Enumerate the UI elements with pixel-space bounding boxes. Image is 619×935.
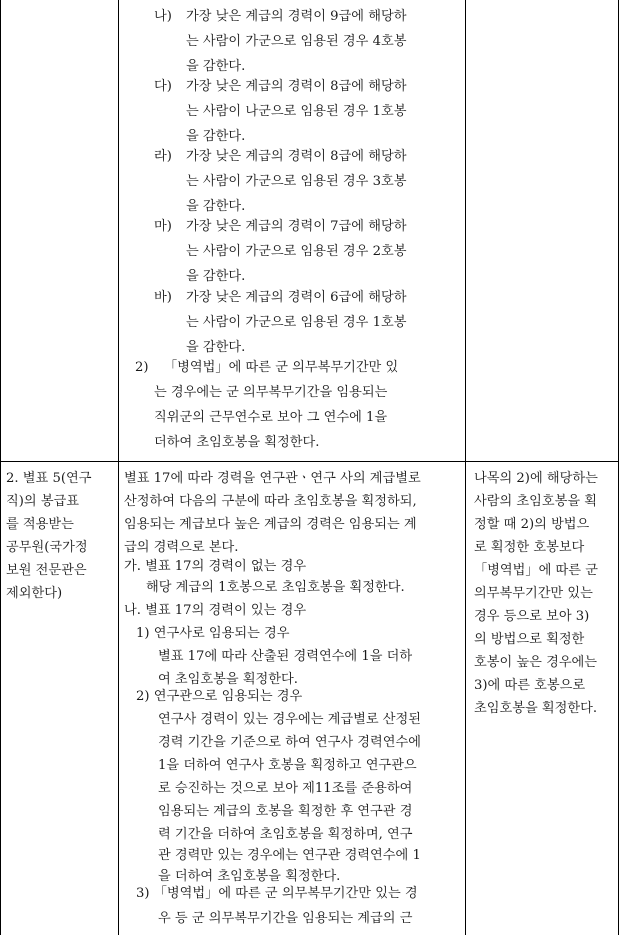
content-line: 1을 더하여 연구사 호봉을 획정하고 연구관으 (158, 758, 417, 773)
clause-na-heading: 나. 별표 17의 경력이 있는 경우 (124, 603, 307, 618)
item-line: 는 사람이 가군으로 임용된 경우 2호봉 (186, 244, 407, 259)
note-line: 로 획정한 호봉보다 (474, 540, 585, 555)
content-line: 을 더하여 초임호봉을 획정한다. (158, 869, 341, 884)
table-column-divider-1 (118, 0, 119, 935)
category-line: 를 적용받는 (6, 517, 74, 532)
item-marker: 바) (154, 290, 172, 305)
content-line: 연구사 경력이 있는 경우에는 계급별로 산정된 (158, 712, 422, 727)
item-marker: 다) (154, 79, 172, 94)
item-line: 을 감한다. (186, 59, 246, 74)
note-line: 정할 때 2)의 방법으 (474, 517, 590, 532)
content-line: 경력 기간을 기준으로 하여 연구사 경력연수에 (158, 735, 422, 750)
note-line: 나목의 2)에 해당하는 (474, 471, 598, 486)
note-line: 사람의 초임호봉을 획 (474, 494, 598, 509)
note-line: 경우 등으로 보아 3) (474, 609, 590, 624)
content-line: 별표 17에 따라 산출된 경력연수에 1을 더하 (158, 649, 413, 664)
item-line: 는 사람이 가군으로 임용된 경우 1호봉 (186, 315, 407, 330)
item-line: 가장 낮은 계급의 경력이 8급에 해당하 (186, 149, 407, 164)
item-line: 을 감한다. (186, 269, 246, 284)
content-line: 임용되는 계급의 호봉을 획정한 후 연구관 경 (158, 804, 413, 819)
content-line: 여 초임호봉을 획정한다. (158, 672, 298, 687)
note-line: 3)에 따른 호봉으로 (474, 678, 586, 693)
item-line: 는 사람이 가군으로 임용된 경우 3호봉 (186, 174, 407, 189)
item-line: 가장 낮은 계급의 경력이 9급에 해당하 (186, 9, 407, 24)
clause-ga-heading: 가. 별표 17의 경력이 없는 경우 (124, 559, 307, 574)
item-marker: 2) (135, 360, 149, 375)
item-line: 더하여 초임호봉을 획정한다. (154, 435, 320, 450)
item-marker: 라) (154, 149, 172, 164)
item-line: 을 감한다. (186, 199, 246, 214)
item-line: 직위군의 근무연수로 보아 그 연수에 1을 (154, 410, 388, 425)
note-line: 호봉이 높은 경우에는 (474, 655, 598, 670)
item-line: 는 경우에는 군 의무복무기간을 임용되는 (154, 385, 388, 400)
content-line: 3) 「병역법」에 따른 군 의무복무기간만 있는 경 (136, 886, 418, 901)
category-line: 2. 별표 5(연구 (6, 471, 92, 486)
table-column-divider-2 (465, 0, 466, 935)
item-line: 는 사람이 가군으로 임용된 경우 4호봉 (186, 34, 407, 49)
content-line: 산정하여 다음의 구분에 따라 초임호봉을 획정하되, (124, 494, 417, 509)
content-line: 해당 계급의 1호봉으로 초임호봉을 획정한다. (146, 580, 405, 595)
content-line: 관 경력만 있는 경우에는 연구관 경력연수에 1 (158, 848, 421, 863)
sub-item-heading: 1) 연구사로 임용되는 경우 (136, 626, 290, 641)
content-line: 로 승진하는 것으로 보아 제11조를 준용하여 (158, 781, 413, 796)
note-line: 의무복무기간만 있는 (474, 586, 593, 601)
item-line: 을 감한다. (186, 340, 246, 355)
item-line: 을 감한다. (186, 129, 246, 144)
content-line: 력 기간을 더하여 초임호봉을 획정하며, 연구 (158, 827, 413, 842)
table-row-divider (0, 461, 619, 462)
category-line: 제외한다) (6, 586, 63, 601)
note-line: 의 방법으로 획정한 (474, 632, 585, 647)
note-line: 초임호봉을 획정한다. (474, 701, 598, 716)
item-marker: 마) (154, 219, 172, 234)
note-line: 「병역법」에 따른 군 (474, 563, 598, 578)
item-line: 는 사람이 나군으로 임용된 경우 1호봉 (186, 104, 407, 119)
category-line: 공무원(국가정 (6, 540, 88, 555)
content-line: 별표 17에 따라 경력을 연구관ㆍ연구 사의 계급별로 (124, 471, 421, 486)
item-line: 가장 낮은 계급의 경력이 8급에 해당하 (186, 79, 407, 94)
content-line: 우 등 군 의무복무기간을 임용되는 계급의 근 (158, 911, 413, 926)
item-line: 「병역법」에 따른 군 의무복무기간만 있 (164, 360, 399, 375)
content-line: 임용되는 계급보다 높은 계급의 경력은 임용되는 계 (124, 517, 417, 532)
item-marker: 나) (154, 9, 172, 24)
item-line: 가장 낮은 계급의 경력이 7급에 해당하 (186, 219, 407, 234)
table-border-left (0, 0, 1, 935)
category-line: 직)의 봉급표 (6, 494, 80, 509)
item-line: 가장 낮은 계급의 경력이 6급에 해당하 (186, 290, 407, 305)
category-line: 보원 전문관은 (6, 563, 87, 578)
sub-item-heading: 2) 연구관으로 임용되는 경우 (136, 689, 303, 704)
content-line: 급의 경력으로 본다. (124, 540, 239, 555)
